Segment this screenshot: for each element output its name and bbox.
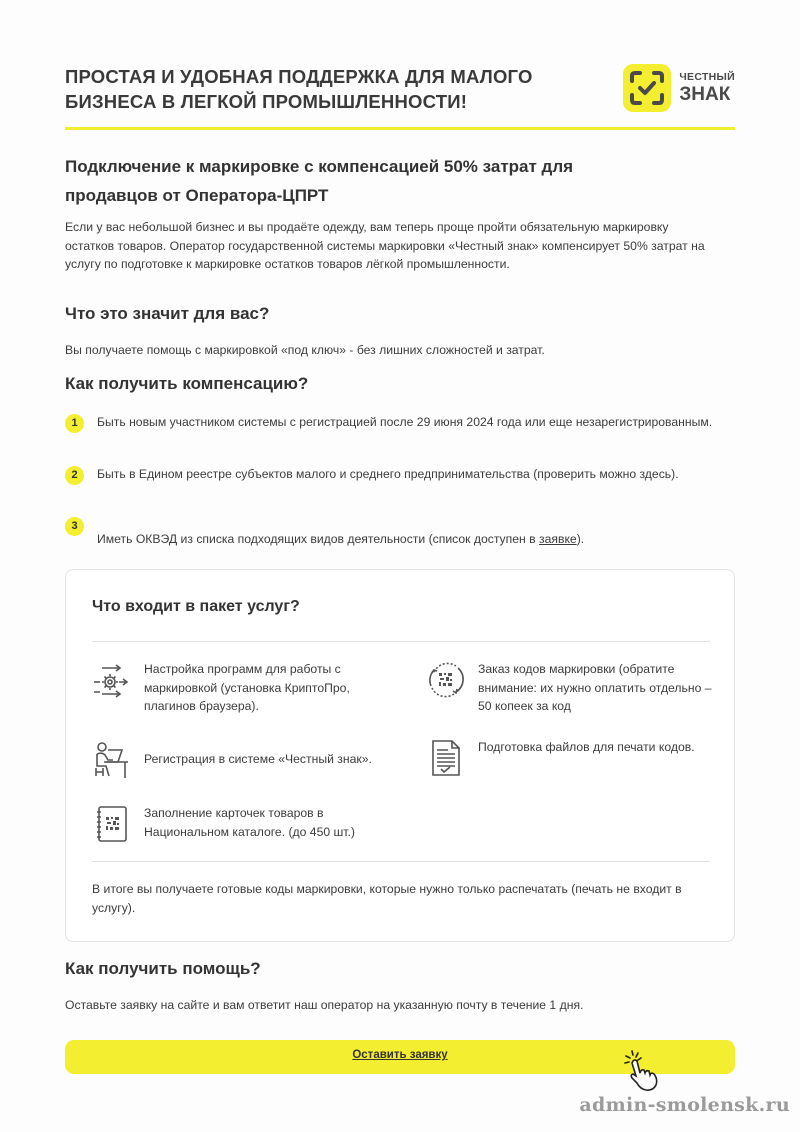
header-divider [65, 127, 735, 130]
document-check-icon [426, 738, 466, 778]
step-text [97, 530, 717, 549]
check-frame-icon [623, 64, 671, 112]
chestny-znak-logo [623, 64, 735, 112]
step-number-badge: 2 [65, 466, 84, 485]
page-title: ПРОСТАЯ И УДОБНАЯ ПОДДЕРЖКА ДЛЯ МАЛОГО БИЗНЕСА В ЛЕГКОЙ ПРОМЫШЛЕННОСТИ! [65, 66, 533, 112]
service-text: Настройка программ для работы с маркировкой (установка КриптоПро, плагинов браузера). [144, 662, 350, 713]
logo-line1: ЧЕСТНЫЙ [679, 71, 735, 84]
step-text-after: ). [576, 532, 585, 546]
service-item [92, 660, 394, 716]
page-header [65, 64, 735, 130]
gear-arrows-icon [92, 660, 132, 700]
catalog-code-icon [92, 804, 132, 844]
service-item [92, 740, 394, 780]
service-item [92, 804, 394, 844]
help-text: Оставьте заявку на сайте и вам ответит наш оператор на указанную почту в течение 1 дня. [65, 998, 584, 1012]
person-computer-icon [92, 740, 132, 780]
help-title: Как получить помощь? [65, 959, 261, 978]
logo-line2: ЗНАК [679, 83, 731, 105]
submit-application-label: Оставить заявку [352, 1049, 448, 1061]
step-text: Быть новым участником системы с регистрацией после 29 июня 2024 года или еще незарегистрированным. [97, 415, 713, 429]
service-item [426, 738, 728, 778]
service-text: Регистрация в системе «Честный знак». [144, 752, 372, 766]
logo-text [679, 72, 735, 104]
service-text: Заказ кодов маркировки (обратите внимание: их нужно оплатить отдельно – 50 копеек за код [478, 662, 712, 713]
pointer-hand-icon [622, 1049, 666, 1093]
step-number-badge: 1 [65, 414, 84, 433]
service-package-card [65, 569, 735, 942]
step-text: Быть в Едином реестре субъектов малого и среднего предпринимательства (проверить можно здесь). [97, 467, 679, 481]
card-divider [92, 641, 710, 642]
step-number-badge: 3 [65, 517, 84, 536]
meaning-text: Вы получаете помощь с маркировкой «под ключ» - без лишних сложностей и затрат. [65, 343, 545, 357]
meaning-title: Что это значит для вас? [65, 304, 270, 323]
application-link[interactable]: заявке [539, 532, 577, 546]
service-item [426, 660, 728, 716]
package-summary: В итоге вы получаете готовые коды маркировки, которые нужно только распечатать (печать не входит в услугу). [92, 882, 682, 915]
card-divider [92, 861, 710, 862]
watermark: admin-smolensk.ru [579, 1094, 790, 1116]
package-title: Что входит в пакет услуг? [92, 598, 300, 615]
service-text: Подготовка файлов для печати кодов. [478, 740, 695, 754]
code-cycle-icon [426, 660, 466, 700]
compensation-title: Как получить компенсацию? [65, 374, 309, 393]
service-text: Заполнение карточек товаров в Национальном каталоге. (до 450 шт.) [144, 806, 355, 839]
step-text-before: Иметь ОКВЭД из списка подходящих видов деятельности (список доступен в [97, 532, 540, 546]
intro-title: Подключение к маркировке с компенсацией 50% затрат для продавцов от Оператора-ЦПРТ [65, 157, 574, 205]
intro-text: Если у вас небольшой бизнес и вы продаёте одежду, вам теперь проще пройти обязательную маркировку остатков товаров. Оператор государственной системы маркировки «Честный знак» компенсирует 50% затрат на услугу по подготовке к маркировке остатков товаров лёгкой промышленности. [65, 220, 705, 271]
